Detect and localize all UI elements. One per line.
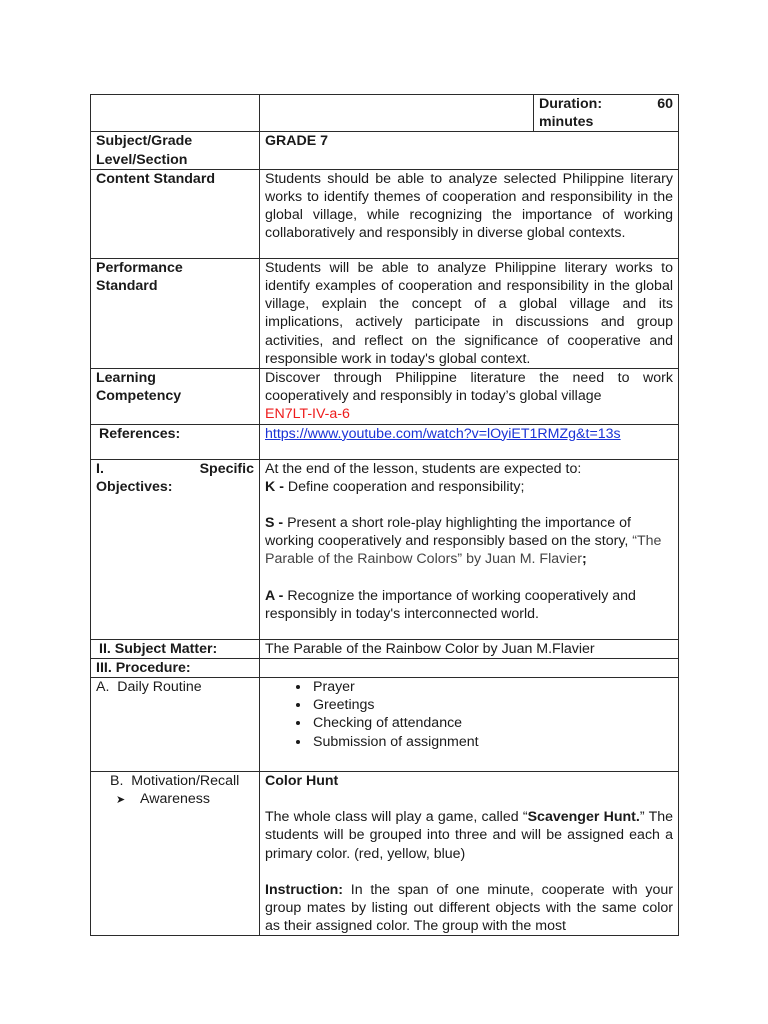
specific-objectives-label xyxy=(91,459,260,639)
specific-objectives-value xyxy=(260,459,679,639)
subject-matter-label: II. Subject Matter: xyxy=(91,639,260,658)
duration-row xyxy=(91,95,679,132)
subject-grade-row xyxy=(91,132,679,169)
objective-attitude xyxy=(265,587,673,623)
duration-unit: minutes xyxy=(539,114,594,131)
objective-text: Present a short role-play highlighting the importance of working cooperatively and responsibly based on the story, xyxy=(265,515,631,550)
objectives-intro: At the end of the lesson, students are expected to: xyxy=(265,460,582,477)
daily-routine-label: A. Daily Routine xyxy=(91,678,260,772)
learning-competency-label xyxy=(91,369,260,425)
references-label: References: xyxy=(91,424,260,459)
label-line: Standard xyxy=(96,278,158,295)
duration-value: 60 xyxy=(657,96,673,112)
activity-description xyxy=(265,808,673,863)
label-line: Objectives: xyxy=(96,478,173,495)
lesson-plan-table xyxy=(90,94,679,936)
text: The whole class will play a game, called “ xyxy=(265,809,528,826)
story-title: “The Parable of the Rainbow Colors” by Juan M. Flavier xyxy=(265,533,662,568)
objective-knowledge xyxy=(265,478,673,496)
empty-cell xyxy=(91,95,260,132)
daily-routine-row xyxy=(91,678,679,772)
subject-matter-row xyxy=(91,639,679,658)
competency-text: Discover through Philippine literature the need to work cooperatively and responsibly in today’s global village xyxy=(265,370,673,405)
text: ” The students will be grouped into three and will be assigned each a primary color. (red, yellow, blue) xyxy=(265,809,674,862)
label-part: I. xyxy=(96,460,104,477)
daily-routine-list-cell xyxy=(260,678,679,772)
list-item: • Submission of assignment xyxy=(311,733,673,751)
empty-cell xyxy=(260,658,679,677)
activity-instruction xyxy=(265,881,673,936)
motivation-label-cell xyxy=(91,772,260,936)
subject-grade-label xyxy=(91,132,260,169)
instruction-label: Instruction: xyxy=(265,881,344,898)
list-item: • Checking of attendance xyxy=(311,714,673,732)
learning-competency-row xyxy=(91,369,679,425)
procedure-row xyxy=(91,658,679,677)
label-line: Competency xyxy=(96,388,182,405)
specific-objectives-row xyxy=(91,459,679,639)
reference-link[interactable]: https://www.youtube.com/watch?v=lOyiET1RMZg&t=13s xyxy=(265,425,621,442)
instruction-text: In the span of one minute, cooperate with your group mates by listing out different objects with the same color as their assigned color. The group with the most xyxy=(265,881,673,935)
list-item: • Greetings xyxy=(311,696,673,714)
label-line: Level/Section xyxy=(96,151,188,168)
arrow-bullet-icon: ➤ xyxy=(116,794,126,807)
objective-skill xyxy=(265,514,673,569)
label-line: Subject/Grade xyxy=(96,133,193,150)
label-line: Performance xyxy=(96,259,183,276)
label-line: Learning xyxy=(96,370,156,387)
lesson-plan-page xyxy=(90,94,678,936)
objective-prefix: A - xyxy=(265,587,284,604)
duration-label: Duration: xyxy=(539,96,603,112)
learning-competency-value xyxy=(260,369,679,425)
performance-standard-label xyxy=(91,258,260,368)
subject-matter-value: The Parable of the Rainbow Color by Juan M.Flavier xyxy=(260,639,679,658)
performance-standard-row xyxy=(91,258,679,368)
empty-cell xyxy=(260,95,534,132)
awareness-label xyxy=(96,790,254,809)
performance-standard-value: Students will be able to analyze Philippine literary works to identify examples of cooperation and responsibility in the global village, explain the concept of a global village and its implications, actively participate in discussions and group activities, and reflect on the significance of cooperative and responsible work in today's global context. xyxy=(260,258,679,368)
objective-text: Recognize the importance of working cooperatively and responsibly in today's interconnected world. xyxy=(265,587,636,622)
motivation-row xyxy=(91,772,679,936)
objective-prefix: K - xyxy=(265,478,284,495)
objective-text: Define cooperation and responsibility; xyxy=(283,478,525,495)
procedure-label: III. Procedure: xyxy=(91,658,260,677)
game-name: Scavenger Hunt. xyxy=(527,809,640,826)
objective-end: ; xyxy=(582,551,587,568)
activity-title: Color Hunt xyxy=(265,773,339,790)
content-standard-value: Students should be able to analyze selected Philippine literary works to identify themes of cooperation and responsibility in the global village, while recognizing the importance of working collaboratively and responsibly in diverse global contexts. xyxy=(260,169,679,258)
daily-routine-list xyxy=(265,678,673,751)
references-row xyxy=(91,424,679,459)
content-standard-row xyxy=(91,169,679,258)
motivation-content xyxy=(260,772,679,936)
label-part: Specific xyxy=(199,460,254,477)
grade-value: GRADE 7 xyxy=(260,132,679,169)
list-item: • Prayer xyxy=(311,678,673,696)
competency-code: EN7LT-IV-a-6 xyxy=(265,406,350,423)
content-standard-label: Content Standard xyxy=(91,169,260,258)
references-cell xyxy=(260,424,679,459)
awareness-text: Awareness xyxy=(140,791,210,808)
objective-prefix: S - xyxy=(265,515,284,532)
motivation-label: B. Motivation/Recall xyxy=(110,773,240,790)
duration-cell xyxy=(534,95,679,132)
